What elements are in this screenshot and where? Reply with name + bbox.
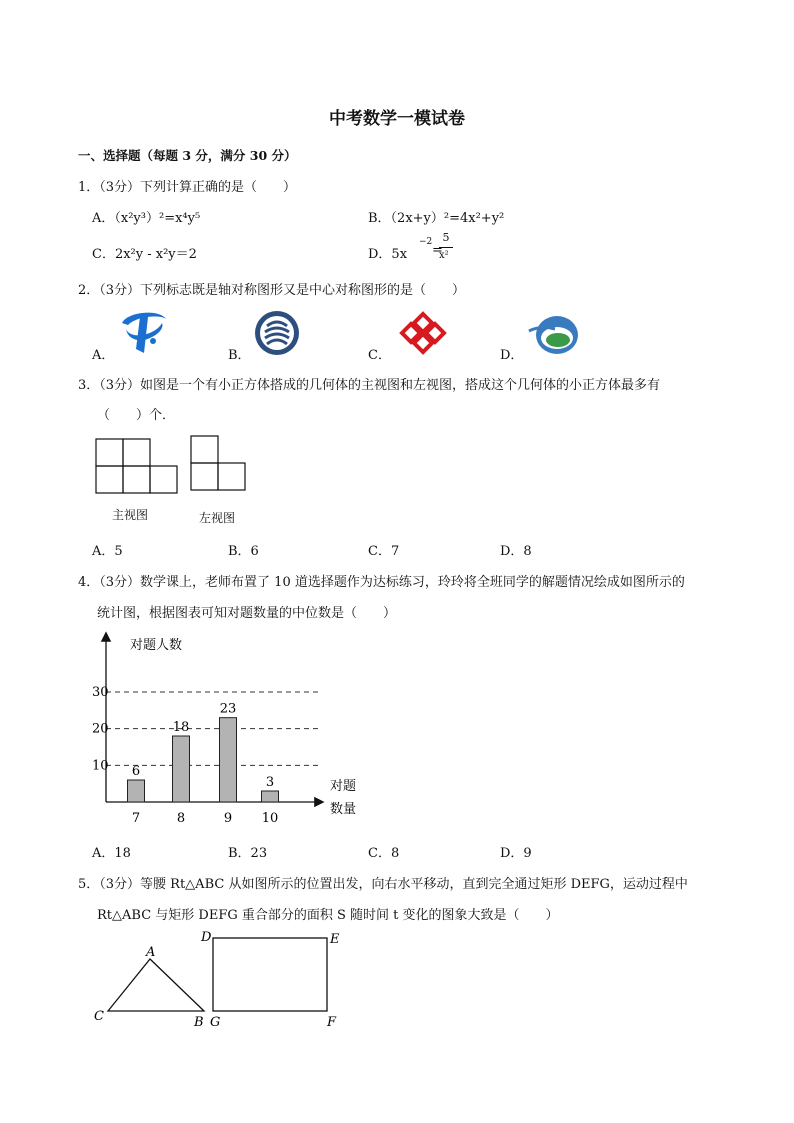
eye-logo-icon bbox=[527, 313, 581, 357]
telecom-logo-icon bbox=[118, 307, 170, 355]
q1-option-d-prefix: D．5x bbox=[368, 247, 408, 262]
x-tick-label: 7 bbox=[131, 811, 141, 826]
q2-option-c: C． bbox=[368, 348, 391, 363]
point-f-label: F bbox=[327, 1015, 337, 1030]
main-view-square bbox=[150, 466, 177, 493]
q1-option-d-numerator: 5 bbox=[442, 231, 450, 244]
question-1-stem: 1．（3分）下列计算正确的是（ ） bbox=[78, 180, 297, 195]
page-title: 中考数学一模试卷 bbox=[329, 109, 465, 129]
q4-option-b: B．23 bbox=[228, 846, 268, 861]
q1-option-d-equals: = bbox=[432, 243, 443, 258]
q3-option-a: A．5 bbox=[92, 544, 123, 559]
left-view-label: 左视图 bbox=[199, 511, 236, 525]
point-d-label: D bbox=[201, 930, 212, 945]
q1-option-d-exponent: −2 bbox=[419, 237, 433, 247]
left-view-square bbox=[218, 463, 245, 490]
q3-option-b: B．6 bbox=[228, 544, 259, 559]
q1-option-d-fraction-bar bbox=[439, 247, 453, 248]
y-axis-label: 对题人数 bbox=[130, 638, 183, 653]
triangle-abc bbox=[108, 959, 204, 1011]
q1-option-c: C．2x²y - x²y＝2 bbox=[92, 247, 197, 262]
mobile-logo-icon bbox=[253, 310, 301, 356]
data-label: 23 bbox=[219, 701, 237, 717]
q2-option-a: A． bbox=[92, 348, 115, 363]
question-3-stem-line1: 3．（3分）如图是一个有小正方体搭成的几何体的主视图和左视图，搭成这个几何体的小正方体最多有 bbox=[78, 378, 661, 393]
q4-option-a: A．18 bbox=[92, 846, 131, 861]
data-label: 6 bbox=[131, 764, 141, 779]
x-axis-label-line1: 对题 bbox=[330, 779, 357, 794]
x-tick-label: 10 bbox=[261, 811, 279, 826]
q3-option-d: D．8 bbox=[500, 544, 532, 559]
x-tick-label: 9 bbox=[223, 811, 233, 826]
question-5-stem-line2: Rt△ABC 与矩形 DEFG 重合部分的面积 S 随时间 t 变化的图象大致是（ ） bbox=[97, 908, 559, 923]
point-b-label: B bbox=[194, 1015, 204, 1030]
q1-option-b: B．（2x+y）²=4x²+y² bbox=[368, 211, 505, 226]
question-4-stem-line1: 4．（3分）数学课上，老师布置了 10 道选择题作为达标练习，玲玲将全班同学的解题情况绘成如图所示的 bbox=[78, 575, 685, 590]
point-g-label: G bbox=[210, 1015, 221, 1030]
main-view-square bbox=[123, 466, 150, 493]
bar bbox=[262, 791, 279, 802]
section-heading: 一、选择题（每题 3 分，满分 30 分） bbox=[78, 148, 297, 163]
q2-option-d: D． bbox=[500, 348, 524, 363]
rectangle-defg bbox=[213, 938, 327, 1011]
main-view-square bbox=[96, 439, 123, 466]
left-view-square bbox=[191, 463, 218, 490]
q1-option-d-denominator: x² bbox=[439, 250, 449, 261]
bar bbox=[220, 718, 237, 802]
bar bbox=[173, 736, 190, 802]
bar-chart bbox=[88, 628, 378, 828]
main-view-square bbox=[96, 466, 123, 493]
x-tick-label: 8 bbox=[176, 811, 186, 826]
x-axis-label-line2: 数量 bbox=[330, 802, 357, 817]
point-a-label: A bbox=[146, 945, 156, 960]
q4-option-d: D．9 bbox=[500, 846, 532, 861]
q3-option-c: C．7 bbox=[368, 544, 400, 559]
main-view-label: 主视图 bbox=[112, 508, 149, 522]
left-view-square bbox=[191, 436, 218, 463]
question-3-stem-line2: （ ）个． bbox=[97, 408, 176, 423]
data-label: 3 bbox=[265, 775, 275, 790]
q4-option-c: C．8 bbox=[368, 846, 400, 861]
y-tick-label: 10 bbox=[92, 758, 109, 774]
data-label: 18 bbox=[172, 720, 190, 735]
q5-geometry-figure bbox=[90, 926, 350, 1036]
bar bbox=[128, 780, 145, 802]
point-c-label: C bbox=[94, 1009, 104, 1024]
question-2-stem: 2．（3分）下列标志既是轴对称图形又是中心对称图形的是（ ） bbox=[78, 283, 466, 298]
question-4-stem-line2: 统计图，根据图表可知对题数量的中位数是（ ） bbox=[97, 606, 397, 621]
y-tick-label: 20 bbox=[92, 721, 109, 737]
question-5-stem-line1: 5．（3分）等腰 Rt△ABC 从如图所示的位置出发，向右水平移动，直到完全通过矩形 DEFG，运动过程中 bbox=[78, 877, 688, 892]
point-e-label: E bbox=[330, 932, 340, 947]
q1-option-a: A．（x²y³）²=x⁴y⁵ bbox=[92, 211, 201, 226]
unicom-logo-icon bbox=[396, 310, 450, 356]
y-tick-label: 30 bbox=[92, 685, 109, 700]
main-view-square bbox=[123, 439, 150, 466]
q2-option-b: B． bbox=[228, 348, 251, 363]
